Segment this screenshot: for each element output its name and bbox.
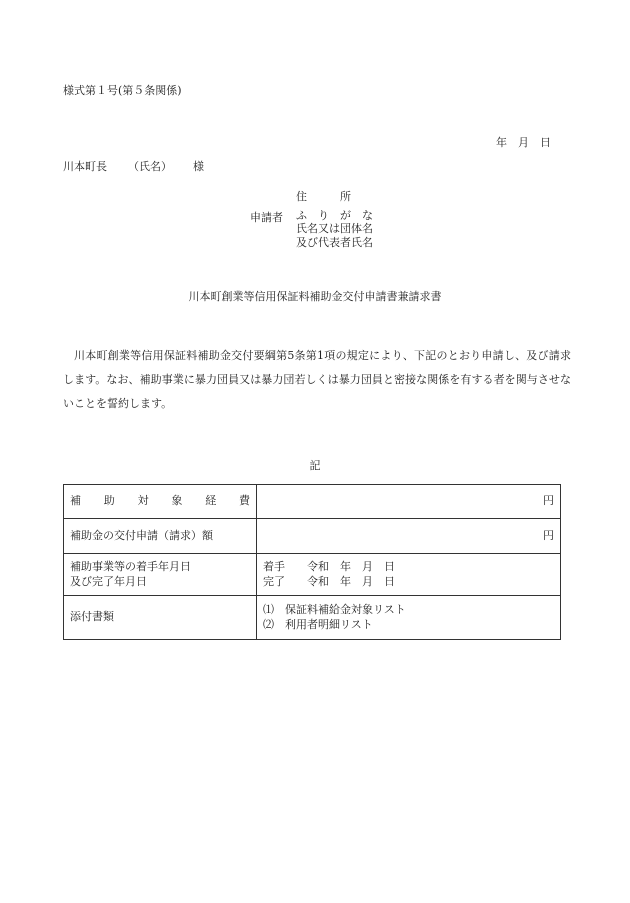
ki-label: 記 bbox=[309, 459, 321, 472]
start-date: 着手 令和 年 月 日 bbox=[263, 560, 395, 574]
body-text: 川本町創業等信用保証料補助金交付要綱第5条第1項の規定により、下記のとおり申請し、及び請求します。なお、補助事業に暴力団員又は暴力団若しくは暴力団員と密接な関係を有する者を関与させないことを誓約します。 bbox=[63, 349, 571, 410]
table-row bbox=[64, 554, 561, 596]
end-date: 完了 令和 年 月 日 bbox=[263, 574, 395, 588]
attachments-value bbox=[257, 596, 561, 640]
cell-target-expense-label bbox=[64, 485, 257, 519]
target-expense-value[interactable]: 円 bbox=[257, 485, 561, 519]
applicant-label: 申請者 bbox=[250, 211, 283, 224]
table-row bbox=[64, 519, 561, 554]
cell-dates-label bbox=[64, 554, 257, 596]
attachment-item-1: ⑴ 保証料補給金対象リスト bbox=[263, 603, 406, 617]
cell-grant-amount-label bbox=[64, 519, 257, 554]
details-table bbox=[63, 484, 561, 640]
applicant-furigana-label: ふ り が な bbox=[296, 209, 373, 222]
addressee-to: 川本町長 bbox=[63, 160, 107, 173]
form-number: 様式第１号(第５条関係) bbox=[63, 84, 182, 97]
attachment-item-2: ⑵ 利用者明細リスト bbox=[263, 617, 373, 631]
dates-value[interactable] bbox=[257, 554, 561, 596]
addressee-name-hint: （氏名） bbox=[128, 160, 172, 173]
applicant-address-label: 住 所 bbox=[296, 190, 351, 203]
dates-label-a: 補助事業等の着手年月日 bbox=[70, 560, 191, 574]
target-expense-label: 補 助 対 象 経 費 bbox=[70, 494, 250, 508]
grant-amount-label: 補助金の交付申請（請求）額 bbox=[70, 528, 213, 542]
applicant-rep-label: 及び代表者氏名 bbox=[296, 236, 373, 249]
document-title: 川本町創業等信用保証料補助金交付申請書兼請求書 bbox=[188, 290, 442, 303]
applicant-name-label: 氏名又は団体名 bbox=[296, 222, 373, 235]
addressee-honorific: 様 bbox=[193, 160, 204, 173]
dates-label-b: 及び完了年月日 bbox=[70, 574, 147, 588]
table-row bbox=[64, 485, 561, 519]
table-row bbox=[64, 596, 561, 640]
date-line: 年 月 日 bbox=[496, 136, 551, 149]
addressee bbox=[63, 160, 204, 174]
attachments-label: 添付書類 bbox=[70, 610, 114, 624]
cell-attachments-label bbox=[64, 596, 257, 640]
grant-amount-value[interactable]: 円 bbox=[257, 519, 561, 554]
